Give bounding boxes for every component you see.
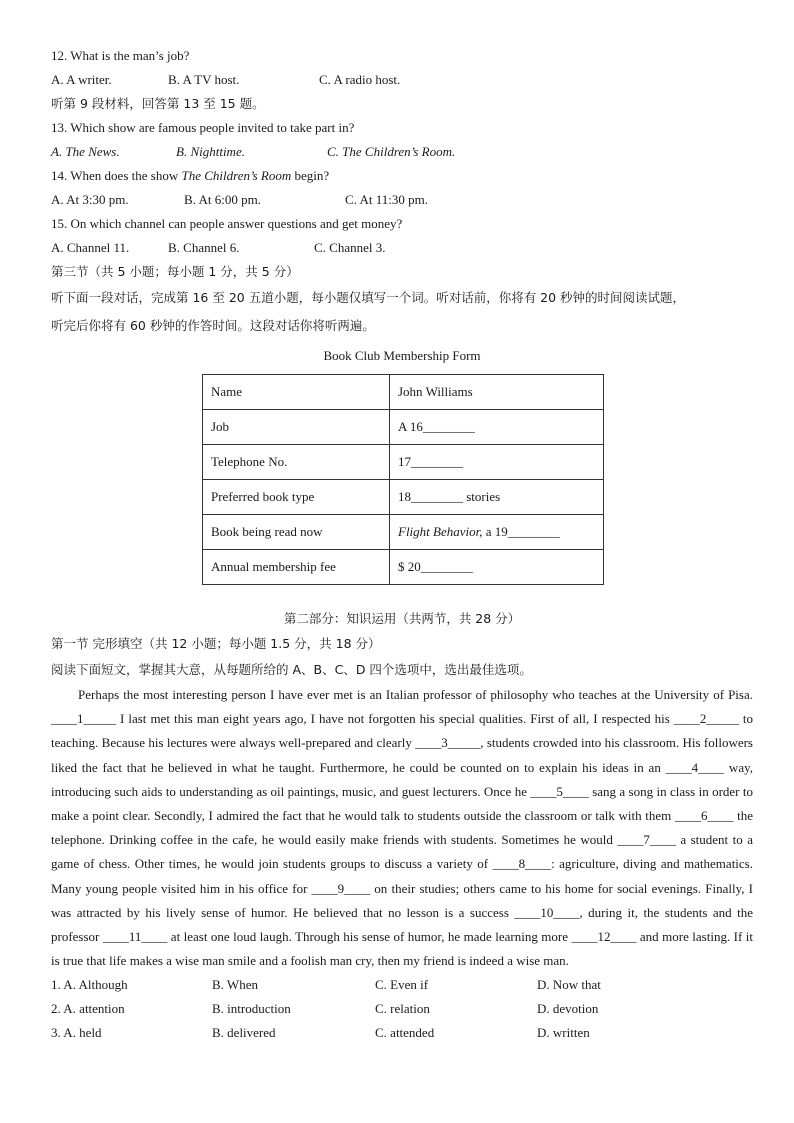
- choice-b: B. introduction: [212, 1001, 291, 1017]
- option-b: B. Nighttime.: [176, 144, 245, 159]
- row-label: Preferred book type: [203, 480, 390, 515]
- table-row: [203, 550, 604, 585]
- choice-c: C. Even if: [375, 977, 429, 993]
- option-b: B. At 6:00 pm.: [184, 192, 261, 207]
- choice-row-1: [51, 973, 753, 997]
- cloze-passage: Perhaps the most interesting person I have ever met is an Italian professor of philosophy who teaches at the University of Pisa. ____1_____ I last met this man eight years ago, I have not forgotten his special qualities. First of all, I respected his ____2_____ to teaching. Because his lectures were always well-prepared and clearly ____3_____, students crowded into his classroom. His followers liked the fact that he believed in what he taught. Furthermore, he could be counted on to explain his ideas in an ____4____ way, introducing such aids to understanding as oil paintings, music, and guest lecturers. Once he ____5____ sang a song in class in order to make a point clear. Secondly, I admired the fact that he would talk to students outside the classroom or talk with them ____6____ the telephone. Drinking coffee in the cafe, he would easily make friends with students. Sometimes he would ____7____ a student to a game of chess. Other times, he would join students groups to discuss a variety of ____8____: agriculture, diving and mathematics. Many young people visited him in his office for ____9____ on their studies; others came to his home for social evenings. Finally, I was attracted by his lively sense of humor. He believed that no lesson is a success ____10____, during it, the students and the professor ____11____ at least one loud laugh. Through his sense of humor, he made learning more ____12____ and more lasting. If it is true that life makes a wise man smile and a foolish man cry, then my friend is indeed a wise man.: [51, 687, 753, 969]
- choice-b: B. When: [212, 977, 258, 993]
- row-value: A 16________: [390, 410, 604, 445]
- question-stem: 15. On which channel can people answer questions and get money?: [51, 216, 403, 231]
- question-13: [51, 116, 753, 140]
- table-row: [203, 375, 604, 410]
- choice-a: 2. A. attention: [51, 1001, 125, 1017]
- question-12-options: [51, 68, 753, 92]
- choice-a: 3. A. held: [51, 1025, 102, 1041]
- question-14: [51, 164, 753, 188]
- exam-page: [51, 44, 753, 1045]
- question-15-options: [51, 236, 753, 260]
- part-2-instruction: 阅读下面短文，掌握其大意，从每题所给的 A、B、C、D 四个选项中，选出最佳选项。: [51, 662, 532, 677]
- row-value: [390, 515, 604, 550]
- row-label: Book being read now: [203, 515, 390, 550]
- row-value-rest: a 19________: [482, 524, 560, 539]
- option-c: C. Channel 3.: [314, 240, 386, 255]
- question-stem: 12. What is the man’s job?: [51, 48, 190, 63]
- choice-d: D. Now that: [537, 977, 601, 993]
- option-a: A. A writer.: [51, 72, 112, 87]
- option-b: B. Channel 6.: [168, 240, 240, 255]
- row-label: Name: [203, 375, 390, 410]
- option-a: A. Channel 11.: [51, 240, 130, 255]
- choice-c: C. attended: [375, 1025, 435, 1041]
- question-stem-suffix: begin?: [291, 168, 330, 183]
- option-c: C. At 11:30 pm.: [345, 192, 428, 207]
- row-value: $ 20________: [390, 550, 604, 585]
- show-title: The Children’s Room: [181, 168, 292, 183]
- choice-d: D. written: [537, 1025, 590, 1041]
- choice-row-3: [51, 1021, 753, 1045]
- row-value: 18________ stories: [390, 480, 604, 515]
- table-row: [203, 480, 604, 515]
- choice-b: B. delivered: [212, 1025, 276, 1041]
- row-value: 17________: [390, 445, 604, 480]
- part-2-heading: 第二部分：知识运用（共两节，共 28 分）: [283, 611, 521, 626]
- row-value: John Williams: [390, 375, 604, 410]
- choice-d: D. devotion: [537, 1001, 599, 1017]
- choice-row-2: [51, 997, 753, 1021]
- choice-a: 1. A. Although: [51, 977, 128, 993]
- question-14-options: [51, 188, 753, 212]
- part-2-section-1-heading: 第一节 完形填空（共 12 小题；每小题 1.5 分，共 18 分）: [51, 636, 381, 651]
- row-label: Annual membership fee: [203, 550, 390, 585]
- section-3-heading: 第三节（共 5 小题；每小题 1 分，共 5 分）: [51, 264, 299, 279]
- material-9-instruction: 听第 9 段材料，回答第 13 至 15 题。: [51, 96, 265, 111]
- option-c: C. A radio host.: [319, 72, 401, 87]
- option-a: A. The News.: [51, 144, 120, 159]
- table-row: [203, 445, 604, 480]
- option-b: B. A TV host.: [168, 72, 240, 87]
- row-label: Telephone No.: [203, 445, 390, 480]
- form-title: Book Club Membership Form: [323, 348, 481, 363]
- question-stem-prefix: 14. When does the show: [51, 168, 182, 183]
- question-15: [51, 212, 753, 236]
- option-a: A. At 3:30 pm.: [51, 192, 129, 207]
- table-row: [203, 410, 604, 445]
- question-12: [51, 44, 753, 68]
- choice-c: C. relation: [375, 1001, 430, 1017]
- section-3-instruction-2: 听完后你将有 60 秒钟的作答时间。这段对话你将听两遍。: [51, 318, 375, 333]
- question-13-options: [51, 140, 753, 164]
- membership-form-table: [202, 374, 604, 585]
- row-label: Job: [203, 410, 390, 445]
- option-c: C. The Children’s Room.: [327, 144, 456, 159]
- section-3-instruction-1: 听下面一段对话，完成第 16 至 20 五道小题，每小题仅填写一个词。听对话前，你将有 20 秒钟的时间阅读试题，: [51, 290, 686, 305]
- book-title: Flight Behavior,: [398, 524, 483, 539]
- question-stem: 13. Which show are famous people invited to take part in?: [51, 120, 355, 135]
- table-row: [203, 515, 604, 550]
